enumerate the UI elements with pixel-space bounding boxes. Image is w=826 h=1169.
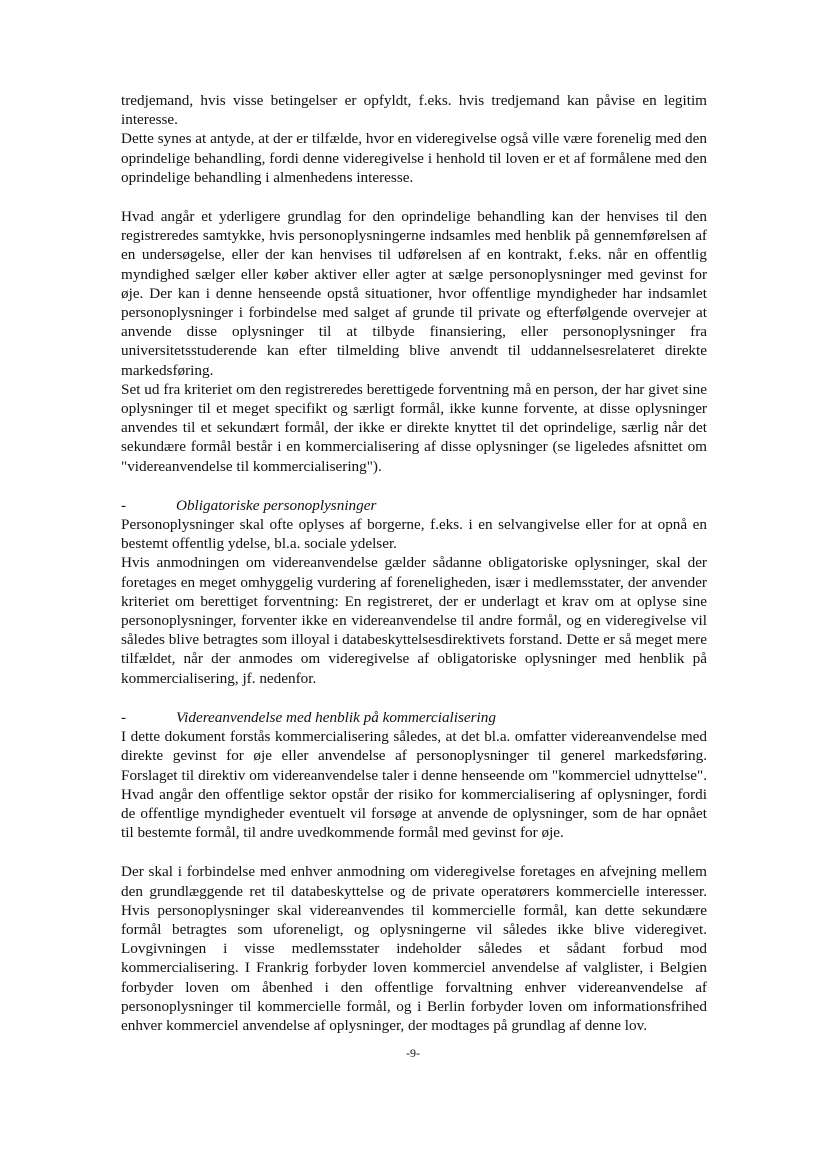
paragraph: Personoplysninger skal ofte oplyses af borgerne, f.eks. i en selvangivelse eller for at opnå en bestemt offentlig ydelse, bl.a. sociale ydelser. [121,516,707,553]
heading-text: Obligatoriske personoplysninger [176,496,377,514]
paragraph-gap [121,842,707,862]
heading-dash: - [121,708,127,726]
section-heading [121,496,707,515]
paragraph: Hvad angår et yderligere grundlag for den oprindelige behandling kan der henvises til den registreredes samtykke, hvis personoplysningerne indsamles med henblik på gennemførelsen af en undersøgelse, eller der kan henvises til udførelsen af en kontrakt, f.eks. når en offentlig myndighed sælger eller køber aktiver eller agter at sælge personoplysninger med gevinst for øje. Der kan i denne henseende opstå situationer, hvor offentlige myndigheder har indsamlet personoplysninger i forbindelse med salget af grunde til private og efterfølgende overvejer at anvende disse oplysninger til at tilbyde finansiering, eller personoplysninger fra universitetsstuderende kan efter tilmelding blive anvendt til uddannelsesrelateret direkte markedsføring. [121,208,707,379]
page-number: -9- [406,1046,420,1060]
section-heading [121,708,707,727]
document-body [121,91,707,1035]
paragraph: Der skal i forbindelse med enhver anmodning om videregivelse foretages en afvejning mellem den grundlæggende ret til databeskyttelse og de private operatørers kommercielle interesser. Hvis personoplysninger skal videreanvendes til kommercielle formål, kan dette sekundære formål betragtes som uforeneligt, og oplysningerne vil således ikke blive videregivet. Lovgivningen i visse medlemsstater indeholder således et sådant forbud mod kommercialisering. I Frankrig forbyder loven kommerciel anvendelse af valglister, i Belgien forbyder loven om åbenhed i den offentlige forvaltning enhver videreanvendelse af personoplysninger til kommercielle formål, og i Berlin forbyder loven om informationsfrihed enhver kommerciel anvendelse af oplysninger, der modtages på grundlag af denne lov. [121,863,707,1034]
heading-text: Videreanvendelse med henblik på kommercialisering [176,708,496,726]
paragraph: I dette dokument forstås kommercialisering således, at det bl.a. omfatter videreanvendelse med direkte gevinst for øje eller anvendelse af personoplysninger til generel markedsføring. Forslaget til direktiv om videreanvendelse taler i denne henseende om "kommerciel udnyttelse". Hvad angår den offentlige sektor opstår der risiko for kommercialisering af oplysninger, fordi de offentlige myndigheder eventuelt vil forsøge at anvende de oplysninger, som de har opnået til bestemte formål, til andre uvedkommende formål med gevinst for øje. [121,728,707,842]
paragraph-gap [121,476,707,496]
paragraph: Set ud fra kriteriet om den registreredes berettigede forventning må en person, der har givet sine oplysninger til et meget specifikt og særligt formål, ikke kunne forvente, at disse oplysninger anvendes til et sekundært formål, der ikke er direkte knyttet til det oprindelige, særlig når det sekundære formål består i en kommercialisering af disse oplysninger (se ligeledes afsnittet om "videreanvendelse til kommercialisering"). [121,380,707,475]
paragraph-gap [121,688,707,708]
paragraph: tredjemand, hvis visse betingelser er opfyldt, f.eks. hvis tredjemand kan påvise en legitim interesse. [121,92,707,129]
heading-dash: - [121,496,127,514]
paragraph: Hvis anmodningen om videreanvendelse gælder sådanne obligatoriske oplysninger, skal der foretages en meget omhyggelig vurdering af foreneligheden, især i medlemsstater, der anvender kriteriet om berettiget forventning: En registreret, der er underlagt et krav om at oplyse sine personoplysninger, forventer ikke en videreanvendelse til andre formål, og en videregivelse vil således blive betragtes som illoyal i databeskyttelsesdirektivets forstand. Dette er så meget mere tilfældet, når der anmodes om videregivelse af obligatoriske oplysninger med henblik på kommercialisering, jf. nedenfor. [121,554,707,687]
paragraph-gap [121,187,707,207]
paragraph: Dette synes at antyde, at der er tilfælde, hvor en videregivelse også ville være forenelig med den oprindelige behandling, fordi denne videregivelse i henhold til loven er et af formålene med den oprindelige behandling i almenhedens interesse. [121,130,707,186]
